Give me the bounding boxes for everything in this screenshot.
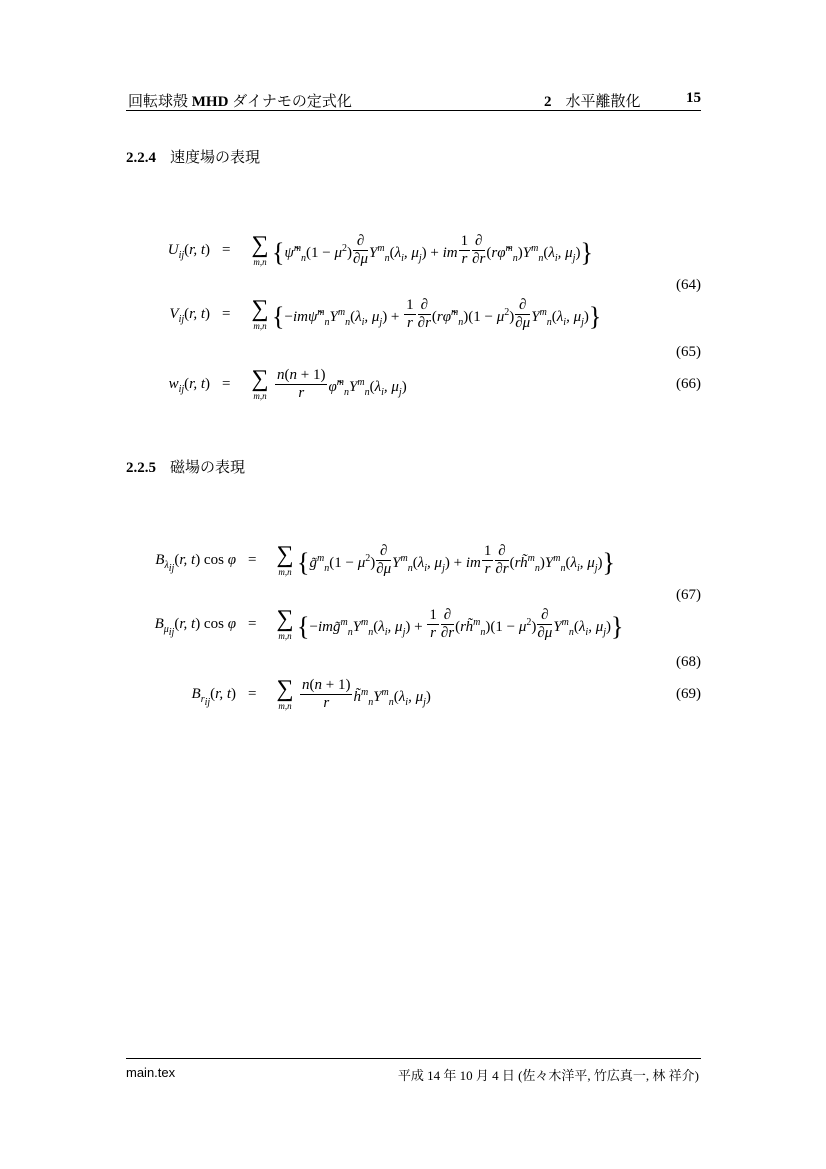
equation-69 — [0, 676, 826, 716]
summation: ∑ m,n — [247, 366, 273, 400]
subsection-heading-velocity — [126, 146, 260, 167]
footer-date-authors: 平成 14 年 10 月 4 日 (佐々木洋平, 竹広真一, 林 祥介) — [397, 1068, 699, 1083]
equation-number: (65) — [676, 344, 701, 360]
subsection-title: 速度場の表現 — [170, 150, 261, 166]
subsection-title: 磁場の表現 — [170, 460, 246, 476]
equation-lhs: $w_{ij}(r$, t) — [168, 376, 210, 395]
equals-sign: = — [248, 686, 257, 702]
equation-68 — [0, 606, 826, 646]
equation-67 — [0, 542, 826, 582]
equals-sign: = — [248, 616, 257, 632]
equation-lhs: $U_{ij}(r$, t) — [167, 242, 210, 261]
summation-limits: m,n — [278, 631, 292, 641]
subsection-heading-magnetic — [126, 456, 245, 477]
equation-number: (67) — [676, 587, 701, 603]
summation-limits: m,n — [278, 567, 292, 577]
equation-number: (64) — [676, 277, 701, 293]
equation-66 — [0, 366, 826, 406]
summation: ∑ m,n — [247, 232, 273, 266]
summation-limits: m,n — [253, 321, 267, 331]
header-title-bold: MHD — [191, 94, 229, 110]
summation: ∑ m,n — [272, 676, 298, 710]
equation-rhs: $\frac{n(n + 1)}{r}$ $\varphĩ^m_nY^m_n(\lambda_i$, $\mu_j$) — [277, 367, 407, 401]
header-section-title: 水平離散化 — [565, 94, 641, 110]
subsection-number: 2.2.4 — [126, 150, 156, 166]
equation-rhs: {$-img̃^m_nY^m_n(\lambda_i$, $\mu_j$) + $\frac{1}{r}$ $\frac{\partial}{\partial r}$ (rh̃$^m_n$)(1 − $\mu^2$) $\frac{\partial}{\partial\mu}$ $Y^m_n(\lambda_i$, $\mu_j$)} — [297, 607, 624, 642]
footer-filename: main.tex — [126, 1065, 176, 1080]
equals-sign: = — [248, 552, 257, 568]
header-section-number: 2 — [544, 94, 552, 110]
running-header — [126, 88, 701, 111]
equation-rhs: {ψ̃$^m_n$(1 − $\mu^2$) $\frac{\partial}{\partial\mu}$ $Y^m_n(\lambda_i$, $\mu_j$) + im $\frac{1}{r}$ $\frac{\partial}{\partial r}$ $(r\varphĩ^m_n)Y^m_n(\lambda_i$, $\mu_j$)} — [272, 233, 593, 268]
equals-sign: = — [222, 242, 231, 258]
equation-lhs: $B_{\lambda_{ij}}(r$, t) cos φ — [155, 552, 236, 574]
summation-limits: m,n — [278, 701, 292, 711]
page-footer — [126, 1058, 701, 1083]
equals-sign: = — [222, 376, 231, 392]
header-title-prefix: 回転球殻 — [128, 94, 189, 110]
equation-rhs: {g̃$^m_n$(1 − $\mu^2$) $\frac{\partial}{\partial\mu}$ $Y^m_n(\lambda_i$, $\mu_j$) + im $\frac{1}{r}$ $\frac{\partial}{\partial r}$ $(rh̃^m_n)Y^m_n(\lambda_i$, $\mu_j$)} — [297, 543, 616, 578]
summation-limits: m,n — [253, 391, 267, 401]
equation-number: (66) — [676, 376, 701, 392]
subsection-number: 2.2.5 — [126, 460, 156, 476]
equation-lhs: $B_{r_{ij}}(r$, t) — [191, 686, 236, 708]
summation: ∑ m,n — [272, 542, 298, 576]
page-number: 15 — [686, 90, 701, 106]
equation-lhs: $V_{ij}(r$, t) — [169, 306, 210, 325]
header-title-suffix: ダイナモの定式化 — [232, 94, 352, 110]
equation-lhs: $B_{\mu_{ij}}(r$, t) cos φ — [154, 616, 236, 638]
equation-65 — [0, 296, 826, 336]
summation-limits: m,n — [253, 257, 267, 267]
equals-sign: = — [222, 306, 231, 322]
summation: ∑ m,n — [247, 296, 273, 330]
equation-rhs: $\frac{n(n + 1)}{r}$ $h̃^m_nY^m_n(\lambda_i$, $\mu_j$) — [302, 677, 431, 711]
header-section — [544, 90, 641, 111]
equation-64 — [0, 232, 826, 272]
equation-rhs: {$-im\psĩ^m_nY^m_n(\lambda_i$, $\mu_j$) + $\frac{1}{r}$ $\frac{\partial}{\partial r}$ (rφ̃$^m_n$)(1 − $\mu^2$) $\frac{\partial}{\partial\mu}$ $Y^m_n(\lambda_i$, $\mu_j$)} — [272, 297, 602, 332]
header-title — [128, 90, 352, 111]
summation: ∑ m,n — [272, 606, 298, 640]
equation-number: (68) — [676, 654, 701, 670]
equation-number: (69) — [676, 686, 701, 702]
